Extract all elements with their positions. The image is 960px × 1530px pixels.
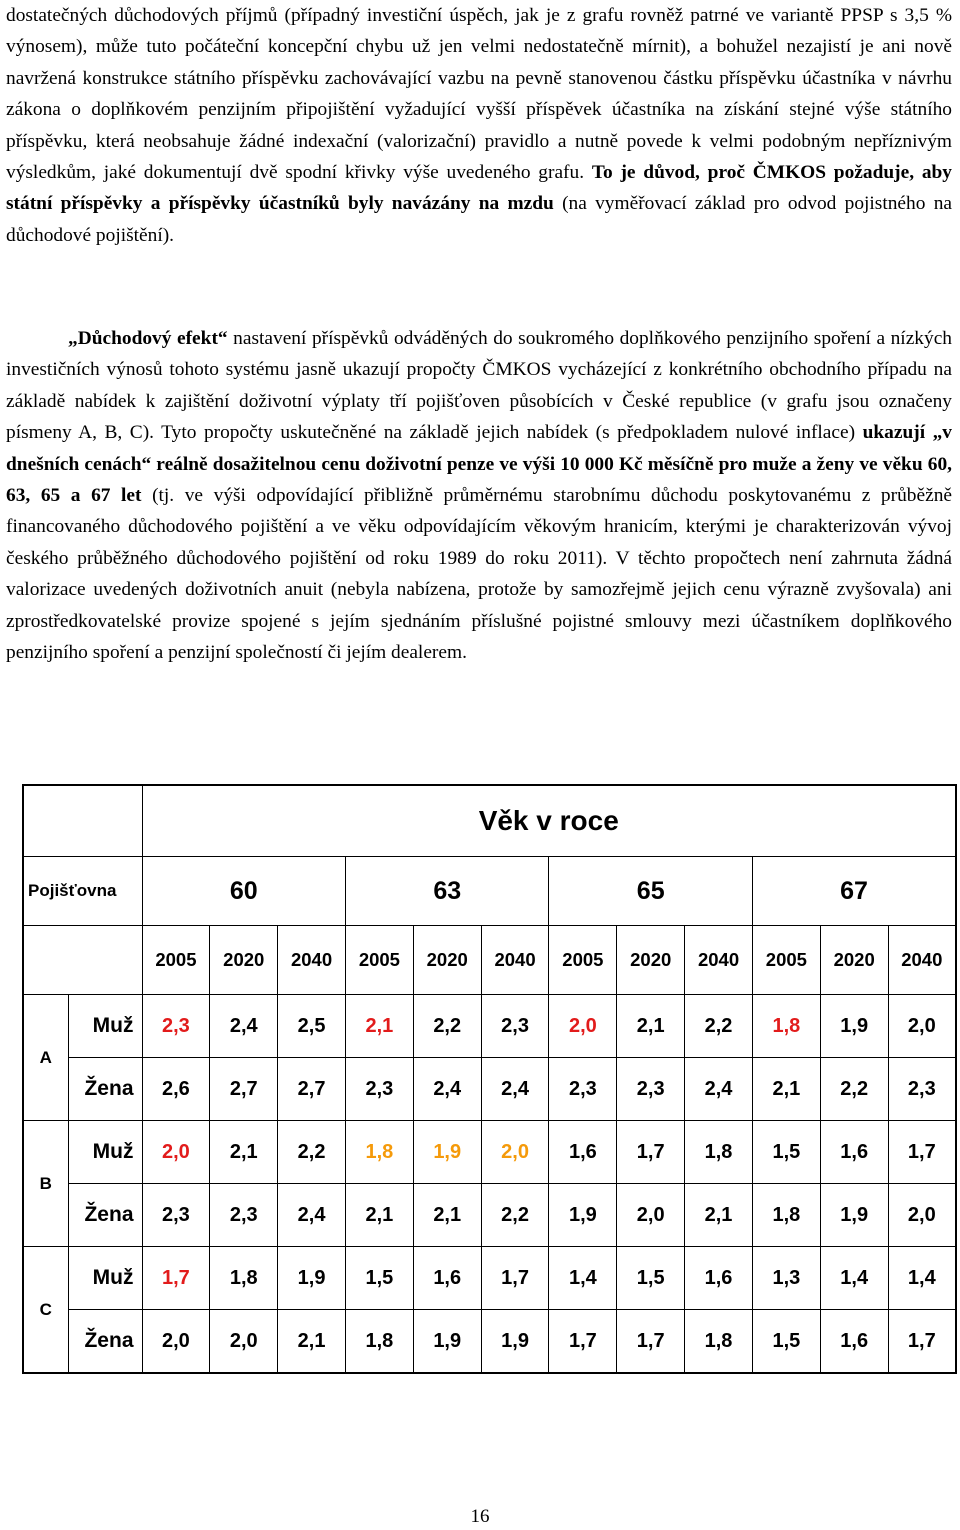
year-header: 2020 [413,926,481,995]
price-cell: 1,4 [820,1247,888,1310]
price-cell: 1,8 [752,1184,820,1247]
year-header: 2040 [888,926,956,995]
gender-label: Žena [68,1310,142,1374]
price-cell: 2,4 [685,1058,753,1121]
price-cell: 1,7 [888,1121,956,1184]
page-number: 16 [470,1506,490,1527]
price-cell: 2,0 [617,1184,685,1247]
price-cell: 2,3 [549,1058,617,1121]
price-cell: 2,0 [142,1310,210,1374]
year-header: 2020 [820,926,888,995]
price-cell: 1,9 [413,1310,481,1374]
paragraph-2-bold-lead: „Důchodový efekt“ [68,328,228,349]
price-cell: 2,3 [142,995,210,1058]
year-header: 2005 [752,926,820,995]
insurer-label: B [23,1121,68,1247]
table-year-row [23,926,956,995]
insurer-label: A [23,995,68,1121]
price-cell: 2,0 [210,1310,278,1374]
price-cell: 1,8 [685,1310,753,1374]
year-header: 2040 [278,926,346,995]
year-header: 2005 [142,926,210,995]
price-cell: 1,8 [210,1247,278,1310]
table-year-corner-cell [23,926,142,995]
age-header: 65 [549,857,752,926]
gender-label: Žena [68,1184,142,1247]
paragraph-2-text-end: (tj. ve výši odpovídající přibližně průměrnému starobnímu důchodu poskytovanému z průběžně financovaného důchodového pojištění a ve věku odpovídajícím věkovým hranicím, kterými je charakterizován vývoj českého průběžného důchodového pojištění od roku 1989 do roku 2011). V těchto propočtech není zahrnuta žádná valorizace uvedených doživotních anuit (nebyla nabízena, protože by samozřejmě jejich cenu výrazně zvyšovala) ani zprostředkovatelské provize spojené s jejím sjednáním příslušné pojistné smlouvy mezi účastníkem doplňkového penzijního spoření a penzijní společností či jejím dealerem. [6,485,952,664]
table-title-row [23,785,956,857]
price-cell: 1,9 [413,1121,481,1184]
price-cell: 1,6 [820,1310,888,1374]
year-header: 2040 [685,926,753,995]
price-cell: 2,4 [413,1058,481,1121]
price-cell: 1,5 [617,1247,685,1310]
price-cell: 2,2 [481,1184,549,1247]
year-header: 2005 [345,926,413,995]
price-cell: 2,1 [752,1058,820,1121]
price-cell: 2,2 [278,1121,346,1184]
table-row [23,995,956,1058]
price-cell: 1,8 [345,1121,413,1184]
year-header: 2020 [210,926,278,995]
price-cell: 2,0 [481,1121,549,1184]
price-cell: 1,9 [820,995,888,1058]
price-cell: 2,6 [142,1058,210,1121]
price-cell: 2,4 [481,1058,549,1121]
price-cell: 2,7 [210,1058,278,1121]
price-cell: 2,1 [278,1310,346,1374]
table-row [23,1058,956,1121]
price-cell: 1,6 [820,1121,888,1184]
price-cell: 1,5 [752,1121,820,1184]
price-cell: 2,0 [888,995,956,1058]
paragraph-1 [6,0,952,251]
year-header: 2005 [549,926,617,995]
paragraph-1-bold: To je důvod, proč ČMKOS požaduje, aby státní příspěvky a příspěvky účastníků byly navázány na mzdu [6,162,953,215]
table-row [23,1184,956,1247]
price-cell: 2,1 [413,1184,481,1247]
price-cell: 1,6 [685,1247,753,1310]
price-cell: 2,0 [888,1184,956,1247]
price-cell: 2,3 [481,995,549,1058]
price-cell: 1,4 [888,1247,956,1310]
age-header: 60 [142,857,345,926]
gender-label: Žena [68,1058,142,1121]
price-cell: 1,3 [752,1247,820,1310]
pension-price-table [22,784,957,1374]
price-cell: 1,5 [752,1310,820,1374]
price-cell: 1,9 [481,1310,549,1374]
price-cell: 2,1 [617,995,685,1058]
price-cell: 1,8 [685,1121,753,1184]
price-cell: 2,0 [142,1121,210,1184]
price-cell: 2,5 [278,995,346,1058]
price-cell: 1,7 [888,1310,956,1374]
price-cell: 1,9 [549,1184,617,1247]
price-cell: 1,6 [549,1121,617,1184]
price-cell: 2,3 [888,1058,956,1121]
price-cell: 1,8 [345,1310,413,1374]
price-cell: 2,4 [278,1184,346,1247]
price-cell: 1,4 [549,1247,617,1310]
price-cell: 1,7 [142,1247,210,1310]
price-cell: 1,9 [278,1247,346,1310]
price-cell: 2,2 [413,995,481,1058]
price-cell: 2,3 [617,1058,685,1121]
table-row [23,1247,956,1310]
table-corner-cell [23,785,142,857]
age-header: 63 [345,857,548,926]
gender-label: Muž [68,995,142,1058]
table-row [23,1310,956,1374]
gender-label: Muž [68,1247,142,1310]
price-cell: 1,8 [752,995,820,1058]
price-cell: 2,1 [210,1121,278,1184]
table-row [23,1121,956,1184]
price-cell: 1,7 [617,1310,685,1374]
table-title: Věk v roce [142,785,956,857]
price-cell: 2,3 [142,1184,210,1247]
paragraph-2-text: nastavení příspěvků odváděných do soukromého doplňkového penzijního spoření a nízkých investičních výnosů tohoto systému jasně ukazují propočty ČMKOS vycházející z konkrétního obchodního případu na základě nabídek k zajištění doživotní výplaty tří pojišťoven působících v České republice (v grafu jsou označeny písmeny A, B, C). Tyto propočty uskutečněné na základě jejich nabídek (s předpokladem nulové inflace) [6,328,952,444]
year-header: 2020 [617,926,685,995]
paragraph-2 [6,323,952,668]
gender-label: Muž [68,1121,142,1184]
price-cell: 1,7 [549,1310,617,1374]
price-cell: 2,3 [345,1058,413,1121]
price-cell: 2,3 [210,1184,278,1247]
year-header: 2040 [481,926,549,995]
price-cell: 1,7 [481,1247,549,1310]
paragraph-1-text-end: (na vyměřovací základ pro odvod pojistného na důchodové pojištění). [6,193,952,246]
insurer-label: C [23,1247,68,1374]
insurer-column-header: Pojišťovna [23,857,142,926]
price-cell: 2,1 [345,1184,413,1247]
price-cell: 1,5 [345,1247,413,1310]
price-cell: 2,7 [278,1058,346,1121]
age-header: 67 [752,857,956,926]
price-cell: 2,4 [210,995,278,1058]
paragraph-1-text: dostatečných důchodových příjmů (případný investiční úspěch, jak je z grafu rovněž patrné ve variantě PPSP s 3,5 % výnosem), může tuto počáteční koncepční chybu už jen velmi nedostatečně mírnit), a bohužel nezajistí je ani nově navržená konstrukce státního příspěvku zachovávající vazbu na pevně stanovenou částku příspěvku účastníka v návrhu zákona o doplňkovém penzijním připojištění vyžadující vyšší příspěvek účastníka na získání stejné výše státního příspěvku, která neobsahuje žádné indexační (valorizační) pravidlo a nutně povede k velmi podobným nepříznivým výsledkům, jaké dokumentují dvě spodní křivky výše uvedeného grafu. [6,5,952,184]
price-cell: 1,9 [820,1184,888,1247]
price-cell: 2,1 [685,1184,753,1247]
table-age-row [23,857,956,926]
price-cell: 2,0 [549,995,617,1058]
price-cell: 2,1 [345,995,413,1058]
price-cell: 1,6 [413,1247,481,1310]
price-cell: 2,2 [820,1058,888,1121]
price-cell: 2,2 [685,995,753,1058]
paragraph-2-bold-statement: ukazují „v dnešních cenách“ reálně dosažitelnou cenu doživotní penze ve výši 10 000 Kč měsíčně pro muže a ženy ve věku 60, 63, 65 a 67 let [6,422,952,507]
price-cell: 1,7 [617,1121,685,1184]
